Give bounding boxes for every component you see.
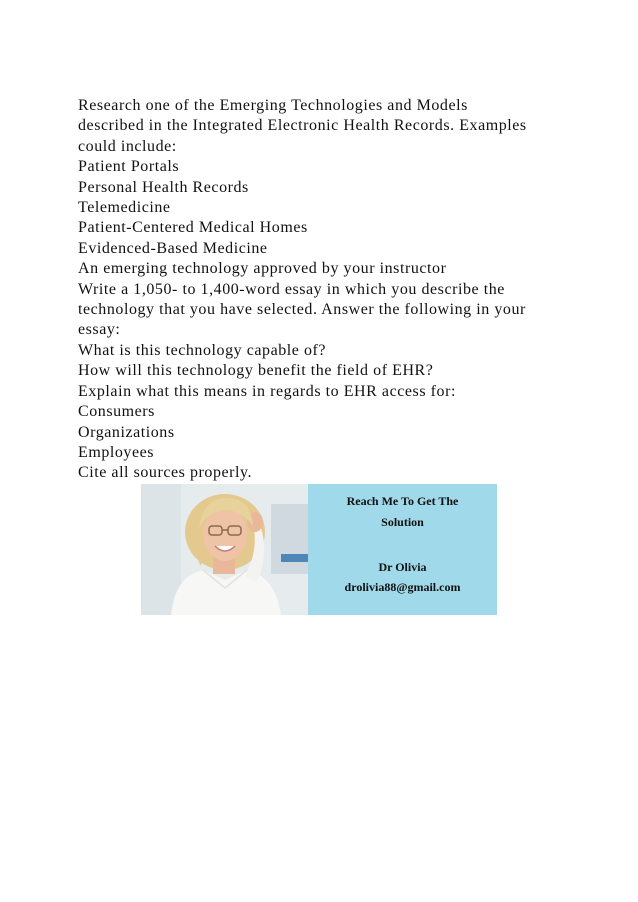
text-line: Write a 1,050- to 1,400-word essay in which you describe the [78,280,505,298]
contact-name: Dr Olivia [378,560,427,574]
text-line: essay: [78,321,121,339]
text-line: Research one of the Emerging Technologies and Models [78,97,468,114]
list-item-employees: Employees [78,443,155,461]
text-line: could include: [78,137,177,155]
question-capability: What is this technology capable of? [78,341,327,359]
text-line: technology that you have selected. Answer the following in your [78,301,526,319]
contact-email: drolivia88@gmail.com [344,580,461,594]
assignment-text [78,96,568,484]
contact-info-panel [308,484,497,615]
banner-headline: Reach Me To Get The [346,494,459,508]
text-line: described in the Integrated Electronic Health Records. Examples [78,117,527,135]
woman-photo [141,484,308,615]
list-item-approved-technology: An emerging technology approved by your instructor [78,260,447,278]
question-benefit: How will this technology benefit the field of EHR? [78,362,434,380]
contact-banner [141,484,497,615]
question-access: Explain what this means in regards to EHR access for: [78,382,456,400]
text-line: Cite all sources properly. [78,464,253,482]
list-item-consumers: Consumers [78,403,155,421]
list-item-personal-health-records: Personal Health Records [78,178,249,196]
woman-illustration-icon [141,484,308,615]
list-item-patient-portals: Patient Portals [78,158,180,176]
list-item-organizations: Organizations [78,423,175,441]
banner-headline-cont: Solution [381,515,424,529]
list-item-evidence-based-medicine: Evidenced-Based Medicine [78,239,268,257]
list-item-telemedicine: Telemedicine [78,199,171,217]
list-item-medical-homes: Patient-Centered Medical Homes [78,219,308,237]
